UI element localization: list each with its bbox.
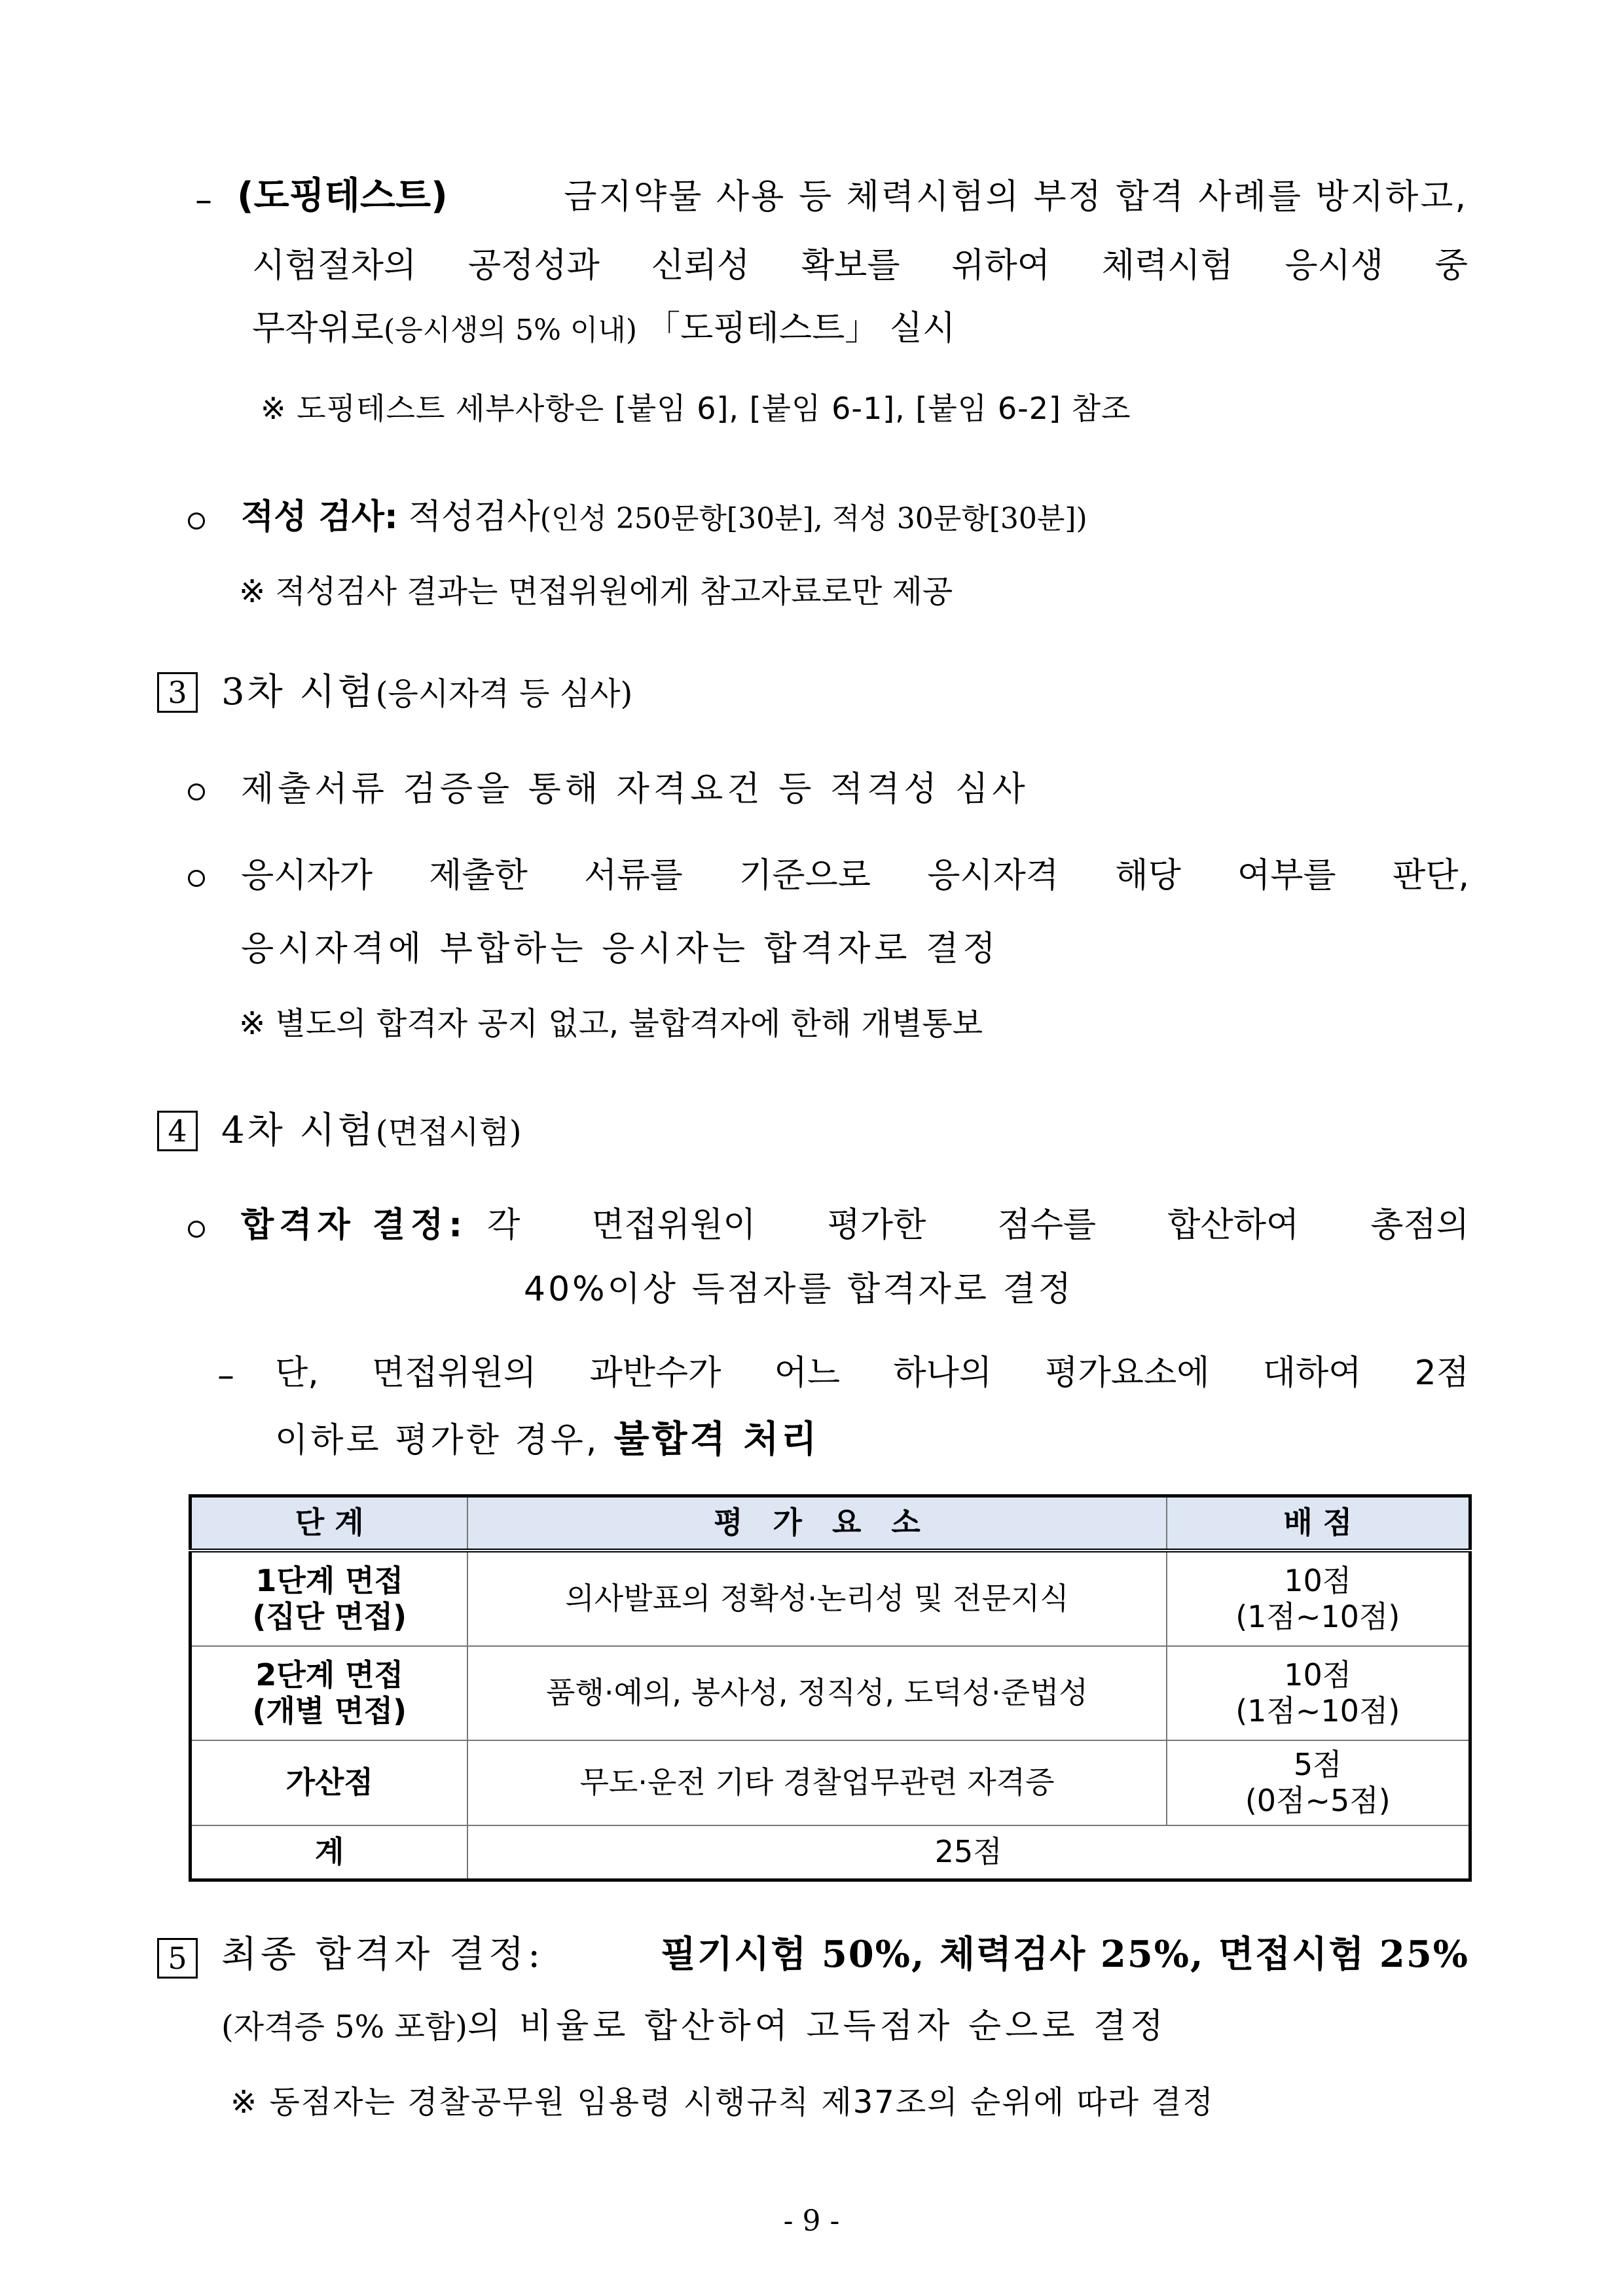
- bullet-circle: [188, 783, 205, 800]
- stage-cell: [191, 1646, 468, 1740]
- page-number: - 9 -: [783, 2204, 840, 2238]
- score-cell: [1167, 1646, 1470, 1740]
- score-value: 10점: [1284, 1562, 1352, 1598]
- table-header-row: [191, 1496, 1470, 1551]
- section4-line-2: 40%이상 득점자를 합격자로 결정: [524, 1270, 1074, 1309]
- stage-cell: [191, 1551, 468, 1646]
- evaluation-table: [189, 1494, 1472, 1882]
- doping-note: ※ 도핑테스트 세부사항은 [붙임 6], [붙임 6-1], [붙임 6-2] 참조: [261, 391, 1131, 426]
- header-score: 배 점: [1167, 1496, 1470, 1551]
- element-cell: 무도·운전 기타 경찰업무관련 자격증: [467, 1740, 1166, 1825]
- table-row: [191, 1740, 1470, 1825]
- stage-name: 가산점: [285, 1765, 373, 1801]
- total-label: 계: [191, 1825, 468, 1880]
- element-cell: 품행·예의, 봉사성, 정직성, 도덕성·준법성: [467, 1646, 1166, 1740]
- section3-item2-line2: 응시자격에 부합하는 응시자는 합격자로 결정: [241, 929, 1000, 969]
- score-cell: [1167, 1551, 1470, 1646]
- section4-sub: (면접시험): [375, 1114, 522, 1151]
- section4-heading: [221, 1109, 522, 1152]
- section5-note: ※ 동점자는 경찰공무원 임용령 시행규칙 제37조의 순위에 따라 결정: [230, 2084, 1214, 2121]
- doping-line1-rest: 금지약물 사용 등 체력시험의 부정 합격 사례를 방지하고,: [564, 177, 1468, 217]
- section5-title: 최종 합격자 결정:: [221, 1933, 545, 1976]
- aptitude-label: 적성 검사:: [241, 497, 398, 537]
- section4-label: 합격자 결정:: [241, 1206, 468, 1245]
- score-range: (1점~10점): [1235, 1599, 1400, 1634]
- bullet-circle: [188, 512, 205, 529]
- score-cell: [1167, 1740, 1470, 1825]
- section3-item1: 제출서류 검증을 통해 자격요건 등 적격성 심사: [241, 770, 1029, 809]
- section5-number-box: 5: [157, 1938, 198, 1979]
- section5-line2-a: (자격증 5% 포함): [221, 2009, 467, 2045]
- aptitude-note: ※ 적성검사 결과는 면접위원에게 참고자료로만 제공: [239, 573, 953, 610]
- stage-type: (집단 면접): [252, 1599, 407, 1634]
- header-stage: 단 계: [191, 1496, 468, 1551]
- stage-type: (개별 면접): [252, 1693, 407, 1729]
- score-value: 5점: [1293, 1746, 1342, 1782]
- doping-line3-b: (응시생의 5% 이내): [383, 314, 638, 347]
- section5-line2-b: 의 비율로 합산하여 고득점자 순으로 결정: [467, 2007, 1167, 2046]
- section5-line-1: [221, 1933, 1469, 1976]
- section4-line-1: [241, 1206, 1469, 1245]
- section5-line1-rest: 필기시험 50%, 체력검사 25%, 면접시험 25%: [660, 1933, 1469, 1976]
- section4-dash-line1: 단, 면접위원의 과반수가 어느 하나의 평가요소에 대하여 2점: [275, 1354, 1469, 1393]
- element-cell: 의사발표의 정확성·논리성 및 전문지식: [467, 1551, 1166, 1646]
- table-row: [191, 1646, 1470, 1740]
- aptitude-body-a: 적성검사: [408, 497, 540, 537]
- stage-name: 1단계 면접: [255, 1562, 404, 1598]
- table-row: [191, 1551, 1470, 1646]
- header-element: 평 가 요 소: [467, 1496, 1166, 1551]
- section3-title: 3차 시험: [221, 671, 376, 713]
- section4-dash: –: [217, 1356, 234, 1395]
- doping-line3-a: 무작위로: [252, 309, 384, 348]
- aptitude-body-b: (인성 250문항[30분], 적성 30문항[30분]): [539, 502, 1087, 535]
- section4-number-box: 4: [157, 1111, 198, 1151]
- score-value: 10점: [1284, 1657, 1352, 1693]
- section3-number-box: 3: [157, 672, 198, 713]
- score-range: (1점~10점): [1235, 1693, 1400, 1729]
- doping-line-3: [252, 309, 956, 348]
- doping-line-2: 시험절차의 공정성과 신뢰성 확보를 위하여 체력시험 응시생 중: [252, 246, 1468, 285]
- doping-line3-c: 「도핑테스트」 실시: [646, 309, 956, 348]
- bullet-circle: [188, 1221, 205, 1238]
- section4-title: 4차 시험: [221, 1109, 376, 1152]
- section3-item2-line1: 응시자가 제출한 서류를 기준으로 응시자격 해당 여부를 판단,: [241, 856, 1469, 895]
- doping-line-1: [237, 175, 1468, 217]
- section4-dash-line2-b: 불합격 처리: [613, 1418, 820, 1461]
- doping-lead: (도핑테스트): [237, 175, 448, 217]
- section5-line-2: [221, 2007, 1167, 2046]
- section3-sub: (응시자격 등 심사): [375, 675, 633, 712]
- score-range: (0점~5점): [1245, 1783, 1391, 1818]
- table-total-row: [191, 1825, 1470, 1880]
- section3-note: ※ 별도의 합격자 공지 없고, 불합격자에 한해 개별통보: [239, 1005, 983, 1042]
- section4-line1-rest: 각 면접위원이 평가한 점수를 합산하여 총점의: [487, 1206, 1469, 1245]
- doping-dash: –: [195, 181, 212, 220]
- stage-name: 2단계 면접: [255, 1657, 404, 1693]
- aptitude-line: [241, 497, 1087, 537]
- stage-cell: [191, 1740, 468, 1825]
- total-value: 25점: [467, 1825, 1470, 1880]
- section4-dash-line2-a: 이하로 평가한 경우,: [275, 1421, 600, 1460]
- bullet-circle: [188, 870, 205, 887]
- section3-heading: [221, 671, 633, 713]
- section4-dash-line-2: [275, 1418, 820, 1461]
